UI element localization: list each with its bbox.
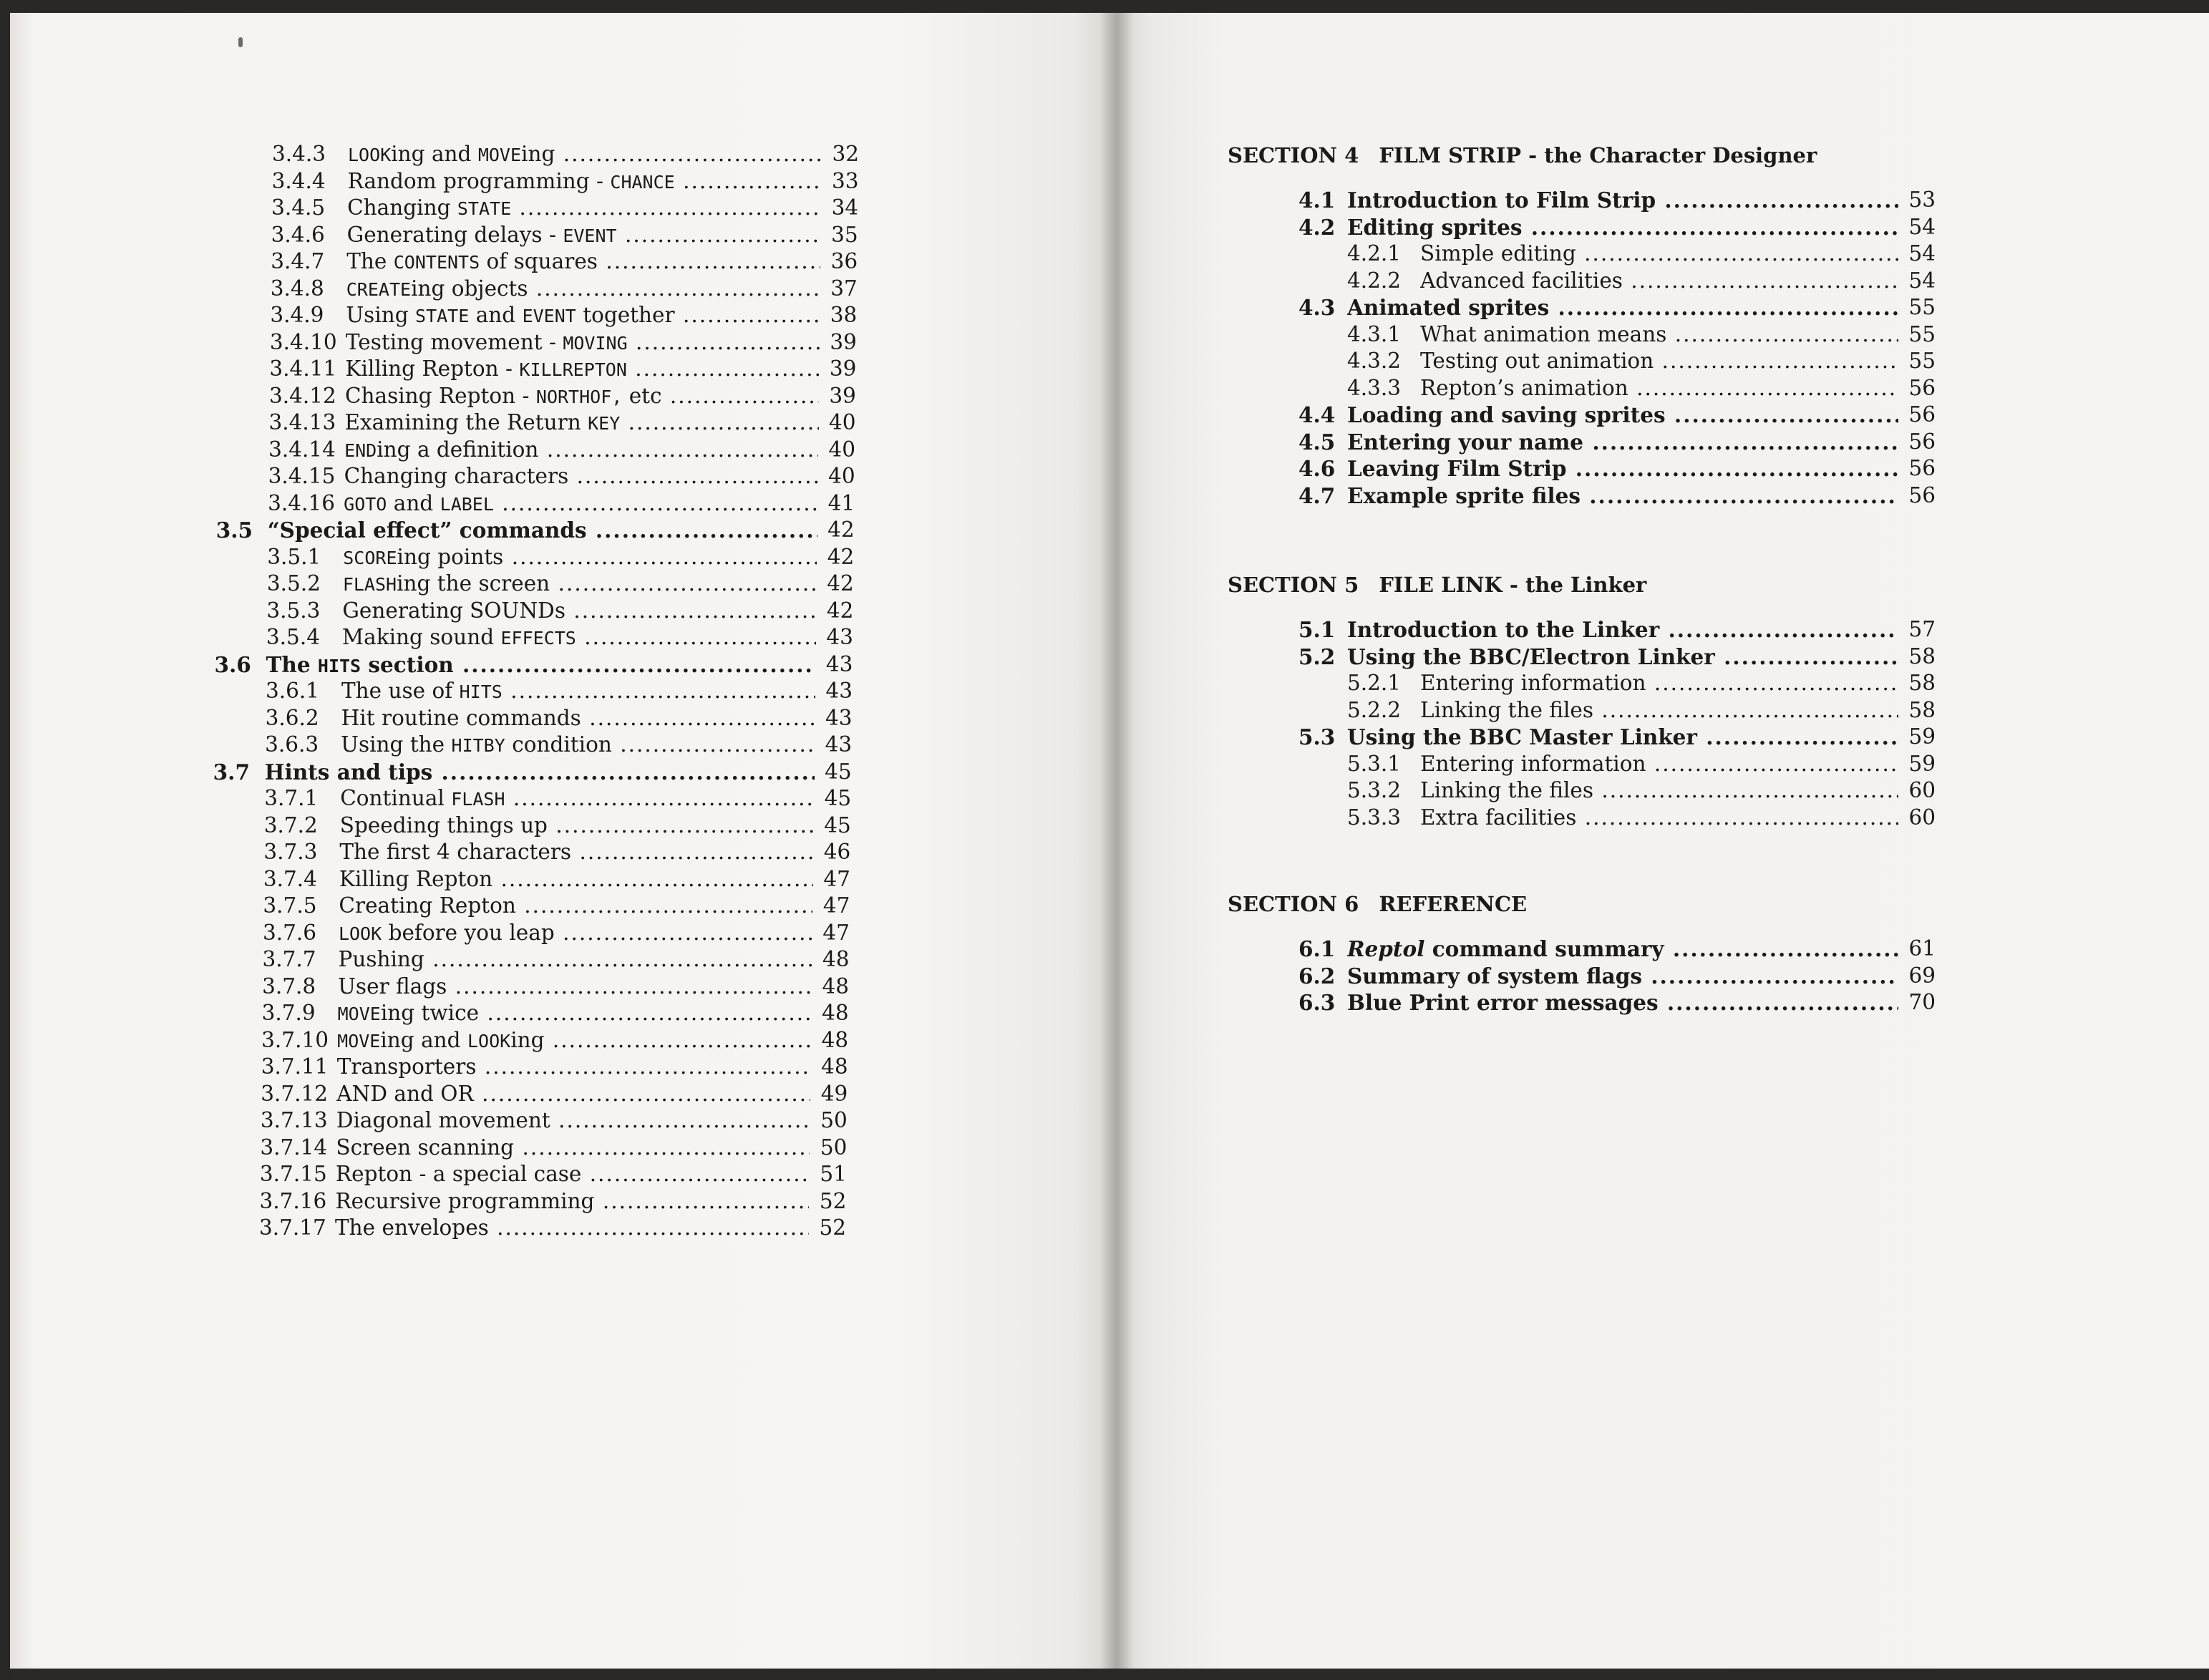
entry-title: User flags .....	[338, 974, 812, 999]
entry-number: 3.7.4	[263, 866, 317, 891]
toc-entry	[217, 437, 855, 465]
entry-page-number: 56	[1908, 429, 1936, 454]
entry-number: 4.7	[1298, 482, 1336, 508]
entry-number: 3.4.4	[271, 168, 326, 193]
entry-page-number: 54	[1908, 214, 1936, 239]
entry-page-number: 34	[831, 195, 859, 220]
entry-title: Linking the files .....	[1420, 778, 1898, 802]
entry-page-number: 39	[829, 356, 857, 381]
toc-entry	[218, 356, 856, 384]
toc-entry	[210, 1001, 849, 1028]
entry-page-number: 40	[828, 410, 856, 434]
entry-number: 4.3.2	[1347, 349, 1402, 373]
entry-page-number: 45	[824, 786, 852, 810]
entry-page-number: 38	[830, 303, 858, 327]
toc-entry	[218, 384, 856, 411]
entry-page-number: 55	[1908, 321, 1936, 346]
entry-number: 3.4.8	[270, 276, 324, 301]
entry-title: Transporters .....	[337, 1054, 811, 1079]
entry-number: 4.6	[1298, 456, 1336, 481]
entry-title: Extra facilities .....	[1420, 805, 1898, 830]
entry-page-number: 56	[1908, 375, 1936, 400]
entry-number: 6.1	[1298, 936, 1336, 961]
entry-page-number: 59	[1908, 724, 1936, 749]
entry-page-number: 52	[819, 1215, 846, 1240]
entry-number: 3.7.15	[259, 1162, 327, 1186]
entry-page-number: 59	[1908, 751, 1936, 776]
toc-entry	[208, 1215, 846, 1243]
entry-number: 3.7.17	[259, 1215, 326, 1240]
section-name: FILE LINK - the Linker	[1379, 573, 1647, 597]
entry-title: Entering information .....	[1420, 752, 1898, 776]
section-entries	[1298, 617, 1936, 832]
entry-number: 3.4.9	[270, 303, 324, 327]
scan-border-bottom	[0, 1669, 2209, 1680]
entry-title: The use of HITS .....	[341, 679, 815, 703]
entry-number: 3.6.3	[265, 732, 319, 757]
toc-entry	[208, 1162, 847, 1189]
entry-number: 4.3.3	[1347, 375, 1402, 400]
entry-page-number: 54	[1908, 241, 1936, 266]
entry-title: Generating delays - EVENT .....	[347, 223, 821, 247]
entry-title: Example sprite files .....	[1347, 483, 1898, 508]
entry-page-number: 54	[1908, 268, 1936, 293]
entry-page-number: 52	[819, 1188, 847, 1213]
entry-number: 4.2	[1298, 214, 1336, 240]
toc-entry	[220, 223, 858, 250]
entry-number: 5.2	[1298, 644, 1336, 669]
entry-title: What animation means .....	[1420, 322, 1898, 346]
entry-number: 3.4.12	[268, 383, 336, 408]
section-label: SECTION 6	[1228, 892, 1359, 916]
entry-page-number: 58	[1908, 671, 1936, 695]
entry-page-number: 49	[820, 1081, 848, 1106]
toc-section-entry	[1298, 402, 1936, 429]
entry-title: Summary of system flags .....	[1347, 963, 1898, 989]
toc-entry	[210, 974, 849, 1001]
entry-number: 3.5.4	[266, 625, 320, 649]
entry-title: GOTO and LABEL .....	[344, 491, 817, 515]
scan-border-left	[0, 0, 10, 1680]
entry-number: 3.6	[214, 651, 251, 677]
entry-title: Diagonal movement .....	[336, 1108, 810, 1132]
entry-number: 5.3.2	[1347, 778, 1402, 802]
entry-title: Loading and saving sprites .....	[1347, 402, 1898, 427]
toc-entry	[215, 571, 854, 598]
entry-number: 3.5	[215, 518, 253, 543]
entry-title: Entering information .....	[1420, 671, 1898, 695]
entry-page-number: 50	[820, 1108, 848, 1132]
entry-number: 3.4.7	[271, 249, 325, 273]
entry-page-number: 48	[822, 1001, 849, 1025]
entry-page-number: 41	[827, 490, 855, 515]
entry-title: Screen scanning .....	[336, 1135, 810, 1160]
entry-number: 4.2.2	[1347, 268, 1402, 293]
entry-number: 4.5	[1298, 429, 1336, 455]
entry-page-number: 43	[825, 679, 853, 703]
entry-title: Repton - a special case .....	[336, 1162, 810, 1186]
entry-page-number: 55	[1908, 295, 1936, 319]
entry-title: Recursive programming .....	[335, 1189, 809, 1213]
toc-entry	[1298, 778, 1936, 805]
toc-entry	[211, 947, 850, 974]
toc-entry	[1298, 349, 1936, 376]
entry-page-number: 43	[825, 705, 853, 730]
entry-page-number: 57	[1908, 617, 1936, 641]
toc-section-entry	[1298, 963, 1936, 991]
toc-section-entry	[1298, 617, 1936, 644]
entry-title: FLASHing the screen .....	[343, 571, 817, 596]
entry-number: 3.7	[213, 759, 250, 785]
entry-page-number: 48	[821, 1027, 849, 1052]
entry-number: 4.3	[1298, 295, 1336, 320]
entry-title: Using the HITBY condition .....	[341, 732, 815, 757]
toc-section-entry	[1298, 215, 1936, 242]
section-label: SECTION 5	[1228, 573, 1359, 597]
entry-number: 3.7.8	[262, 973, 316, 999]
toc-entry	[213, 732, 852, 759]
entry-title: Hints and tips .....	[265, 759, 815, 785]
entry-page-number: 69	[1908, 963, 1936, 988]
entry-title: Reptol command summary .....	[1347, 936, 1898, 961]
entry-title: “Special effect” commands .....	[268, 518, 817, 543]
entry-page-number: 42	[827, 518, 855, 542]
entry-page-number: 39	[829, 383, 856, 408]
entry-title: Editing sprites .....	[1347, 215, 1898, 240]
entry-number: 3.7.6	[262, 920, 317, 945]
toc-entry	[210, 1054, 848, 1082]
entry-title: Using the BBC Master Linker .....	[1347, 724, 1898, 749]
entry-number: 3.7.13	[260, 1108, 328, 1132]
entry-title: Advanced facilities .....	[1420, 268, 1898, 293]
entry-page-number: 37	[830, 276, 858, 301]
entry-title: The CONTENTS of squares .....	[346, 249, 820, 273]
entry-page-number: 47	[822, 893, 850, 918]
entry-title: Introduction to Film Strip .....	[1347, 188, 1898, 213]
entry-title: Chasing Repton - NORTHOF, etc .....	[345, 384, 819, 408]
entry-number: 3.4.5	[271, 195, 326, 220]
entry-title: Using the BBC/Electron Linker .....	[1347, 644, 1898, 669]
toc-section-entry	[1298, 644, 1936, 671]
toc-entry	[219, 249, 858, 276]
toc-entry	[1298, 322, 1936, 349]
toc-entry	[215, 545, 854, 572]
entry-number: 5.3.3	[1347, 805, 1402, 830]
toc-entry	[1298, 241, 1936, 268]
toc-entry	[1298, 805, 1936, 832]
entry-title: The envelopes .....	[335, 1215, 809, 1240]
toc-entry	[220, 195, 858, 223]
entry-number: 4.2.1	[1347, 241, 1402, 266]
entry-page-number: 48	[822, 973, 850, 999]
entry-title: Changing STATE .....	[347, 195, 821, 220]
toc-entry	[209, 1082, 848, 1109]
toc-section-entry	[214, 652, 853, 679]
entry-number: 3.4.15	[268, 464, 336, 488]
entry-page-number: 43	[825, 651, 853, 676]
toc-entry	[213, 786, 851, 813]
entry-title: Making sound EFFECTS .....	[342, 625, 816, 649]
entry-title: The HITS section .....	[266, 652, 815, 677]
entry-title: Killing Repton - KILLREPTON .....	[345, 356, 819, 381]
entry-number: 3.6.2	[265, 705, 319, 730]
toc-entry	[215, 625, 853, 652]
entry-title: Generating SOUNDs .....	[342, 598, 816, 623]
scan-border-top	[0, 0, 2209, 13]
entry-number: 6.3	[1298, 990, 1336, 1015]
entry-page-number: 46	[823, 840, 851, 864]
entry-title: SCOREing points .....	[343, 545, 817, 569]
toc-entry	[208, 1189, 846, 1216]
entry-page-number: 47	[823, 866, 850, 891]
entry-title: Changing characters .....	[344, 464, 818, 488]
entry-title: ENDing a definition .....	[344, 437, 818, 462]
toc-section-entry	[216, 518, 855, 545]
entry-page-number: 70	[1908, 990, 1936, 1014]
entry-page-number: 42	[827, 571, 854, 596]
entry-title: Testing movement - MOVING .....	[346, 330, 820, 354]
entry-title: Blue Print error messages .....	[1347, 990, 1898, 1015]
toc-entry	[217, 464, 855, 491]
entry-number: 3.7.3	[263, 840, 318, 864]
toc-entry	[213, 813, 851, 840]
entry-page-number: 56	[1908, 402, 1936, 427]
entry-title: Hit routine commands .....	[341, 706, 815, 730]
entry-title: Introduction to the Linker .....	[1347, 617, 1898, 642]
toc-section-entry	[1298, 429, 1936, 457]
entry-title: Examining the Return KEY .....	[345, 410, 819, 434]
toc-section-entry	[1298, 295, 1936, 322]
entry-number: 3.7.5	[263, 893, 317, 918]
entry-title: MOVEing twice .....	[338, 1001, 812, 1025]
entry-title: Killing Repton .....	[339, 867, 813, 891]
entry-number: 4.1	[1298, 188, 1336, 213]
entry-number: 3.4.11	[269, 356, 337, 381]
entry-title: Continual FLASH .....	[340, 786, 814, 810]
entry-title: Animated sprites .....	[1347, 295, 1898, 320]
toc-entry	[208, 1135, 847, 1162]
entry-number: 3.4.3	[272, 142, 326, 166]
entry-number: 5.1	[1298, 617, 1336, 642]
toc-entry	[215, 598, 853, 626]
entry-number: 4.3.1	[1347, 321, 1402, 346]
entry-page-number: 43	[826, 625, 853, 649]
entry-page-number: 58	[1908, 697, 1936, 722]
entry-number: 3.5.2	[266, 571, 321, 596]
entry-number: 4.4	[1298, 402, 1336, 427]
toc-section-entry	[1298, 724, 1936, 752]
entry-title: MOVEing and LOOKing .....	[337, 1028, 811, 1052]
entry-number: 3.7.10	[261, 1027, 329, 1052]
entry-number: 3.4.14	[268, 437, 336, 462]
entry-number: 3.4.6	[271, 222, 325, 247]
toc-entry	[209, 1108, 848, 1135]
entry-number: 3.4.16	[268, 490, 335, 515]
entry-number: 3.7.12	[261, 1081, 329, 1106]
section-heading	[1228, 892, 1547, 916]
entry-page-number: 45	[824, 812, 851, 837]
section-label: SECTION 4	[1228, 143, 1359, 167]
entry-number: 3.4.13	[268, 410, 336, 434]
toc-section-entry	[1298, 936, 1936, 963]
entry-page-number: 47	[822, 920, 850, 945]
entry-page-number: 60	[1908, 805, 1936, 830]
section-entries	[1298, 936, 1936, 1017]
entry-title: Repton’s animation .....	[1420, 376, 1898, 400]
entry-number: 3.7.14	[260, 1135, 328, 1160]
ink-smudge	[238, 37, 243, 47]
entry-page-number: 50	[820, 1135, 848, 1160]
toc-entry	[211, 893, 850, 921]
entry-number: 6.2	[1298, 963, 1336, 989]
entry-page-number: 58	[1908, 644, 1936, 669]
entry-page-number: 36	[830, 249, 858, 273]
entry-page-number: 48	[821, 1054, 848, 1079]
entry-page-number: 45	[825, 759, 852, 784]
entry-title: Using STATE and EVENT together .....	[346, 303, 820, 327]
entry-page-number: 48	[822, 947, 850, 971]
toc-entry	[211, 921, 850, 948]
toc-entry	[212, 840, 850, 867]
entry-title: Random programming - CHANCE .....	[348, 169, 822, 193]
toc-entry	[218, 410, 856, 437]
entry-number: 3.7.2	[263, 812, 318, 837]
entry-title: AND and OR .....	[336, 1082, 810, 1106]
entry-page-number: 56	[1908, 482, 1936, 508]
toc-section-entry	[1298, 990, 1936, 1017]
entry-page-number: 51	[820, 1162, 847, 1186]
toc-entry	[1298, 376, 1936, 403]
entry-page-number: 35	[831, 222, 858, 247]
entry-number: 3.5.3	[266, 598, 321, 623]
toc-entry	[216, 491, 855, 518]
entry-number: 3.7.11	[261, 1054, 329, 1079]
entry-title: LOOK before you leap .....	[339, 921, 812, 945]
section-entries	[1298, 188, 1936, 510]
entry-number: 3.7.16	[259, 1188, 327, 1213]
entry-number: 3.6.1	[266, 679, 320, 703]
entry-title: Pushing .....	[339, 947, 812, 971]
entry-title: Linking the files .....	[1420, 698, 1898, 722]
section-name: REFERENCE	[1379, 892, 1528, 916]
toc-section-entry	[1298, 483, 1936, 510]
entry-title: CREATEing objects .....	[346, 276, 820, 301]
toc-entry	[214, 706, 853, 733]
toc-entry	[219, 276, 858, 304]
entry-page-number: 40	[828, 464, 855, 488]
entry-page-number: 42	[826, 598, 854, 623]
entry-number: 3.4.10	[269, 329, 337, 354]
entry-page-number: 55	[1908, 349, 1936, 373]
toc-entry	[212, 867, 850, 894]
entry-number: 3.7.7	[262, 947, 316, 971]
entry-number: 3.7.1	[264, 786, 319, 810]
entry-title: Entering your name .....	[1347, 429, 1898, 455]
toc-entry	[220, 142, 859, 169]
entry-title: LOOKing and MOVEing .....	[348, 142, 822, 166]
entry-number: 5.2.2	[1347, 697, 1402, 722]
toc-entry	[1298, 752, 1936, 779]
section-name: FILM STRIP - the Character Designer	[1379, 143, 1817, 167]
left-toc	[213, 142, 859, 1243]
toc-entry	[1298, 268, 1936, 296]
section-heading	[1228, 573, 1666, 597]
entry-page-number: 33	[832, 168, 859, 193]
toc-section-entry	[1298, 188, 1936, 215]
book-gutter	[1099, 0, 1134, 1680]
toc-section-entry	[1298, 456, 1936, 483]
toc-section-entry	[213, 759, 852, 787]
section-heading	[1228, 143, 1837, 167]
entry-number: 3.7.9	[261, 1001, 316, 1025]
entry-number: 3.5.1	[267, 544, 321, 569]
entry-title: Creating Repton .....	[339, 893, 812, 918]
entry-page-number: 61	[1908, 936, 1936, 961]
entry-page-number: 32	[832, 142, 859, 166]
entry-page-number: 60	[1908, 778, 1936, 802]
entry-number: 5.2.1	[1347, 671, 1402, 695]
entry-title: Speeding things up .....	[340, 813, 814, 837]
entry-page-number: 56	[1908, 456, 1936, 480]
toc-entry	[214, 679, 853, 706]
entry-title: Leaving Film Strip .....	[1347, 456, 1898, 481]
entry-title: The first 4 characters .....	[339, 840, 813, 864]
entry-page-number: 43	[825, 732, 853, 757]
toc-entry	[210, 1028, 848, 1055]
entry-title: Simple editing .....	[1420, 241, 1898, 266]
entry-number: 5.3	[1298, 724, 1336, 749]
entry-page-number: 40	[828, 437, 856, 462]
entry-page-number: 53	[1908, 188, 1936, 212]
toc-entry	[220, 169, 859, 196]
toc-entry	[218, 303, 857, 330]
toc-entry	[1298, 671, 1936, 698]
entry-number: 5.3.1	[1347, 751, 1402, 776]
toc-entry	[1298, 698, 1936, 725]
entry-page-number: 42	[827, 544, 855, 569]
entry-title: Testing out animation .....	[1420, 349, 1898, 373]
entry-page-number: 39	[830, 329, 857, 354]
toc-entry	[218, 330, 857, 357]
